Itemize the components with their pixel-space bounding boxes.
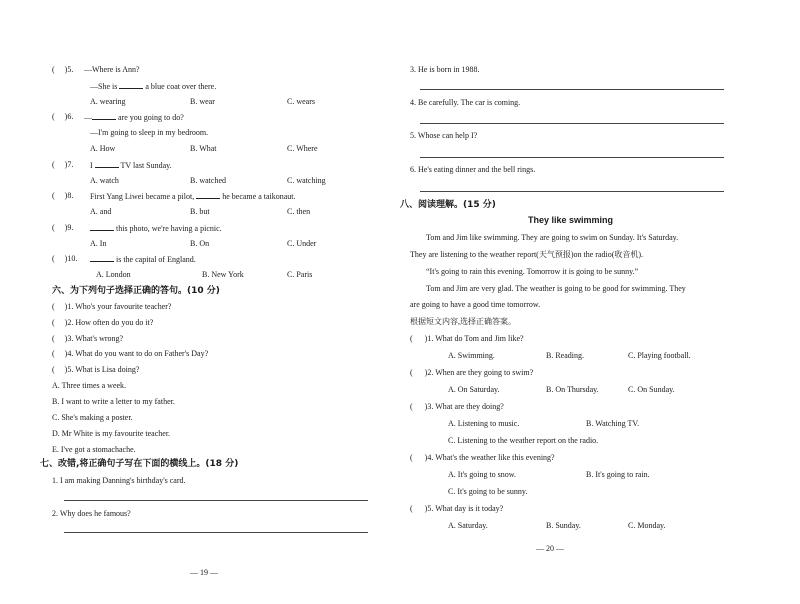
- answer-bracket-q8[interactable]: ( )8.: [52, 191, 74, 200]
- q6-line2: —I'm going to sleep in my bedroom.: [90, 128, 209, 137]
- q5-option-c: C. wears: [287, 97, 315, 106]
- s6-question-1[interactable]: ( )1. Who's your favourite teacher?: [52, 302, 172, 311]
- q10-option-c: C. Paris: [287, 270, 313, 279]
- passage-line-5: are going to have a good time tomorrow.: [410, 300, 541, 309]
- page-number-right: — 20 —: [536, 544, 564, 553]
- s8-q1-option-a: A. Swimming.: [448, 351, 495, 360]
- q9-option-a: A. In: [90, 239, 107, 248]
- q7-option-c: C. watching: [287, 176, 326, 185]
- s7-question-4: 4. Be carefully. The car is coming.: [410, 98, 521, 107]
- answer-bracket-q10[interactable]: ( )10.: [52, 254, 78, 263]
- q8-option-c: C. then: [287, 207, 311, 216]
- answer-bracket-q6[interactable]: ( )6.: [52, 112, 74, 121]
- q5-line1: —Where is Ann?: [84, 65, 140, 74]
- s7-question-6: 6. He's eating dinner and the bell rings.: [410, 165, 536, 174]
- answer-bracket-q7[interactable]: ( )7.: [52, 160, 74, 169]
- page-number-left: — 19 —: [190, 568, 218, 577]
- s8-q2-option-a: A. On Saturday.: [448, 385, 500, 394]
- q10-option-b: B. New York: [202, 270, 244, 279]
- section8-instruction: 根据短文内容,选择正确答案。: [410, 317, 516, 326]
- q6-option-a: A. How: [90, 144, 116, 153]
- s8-q5-option-c: C. Monday.: [628, 521, 666, 530]
- s8-q4-option-a: A. It's going to snow.: [448, 470, 517, 479]
- q7-stem: I TV last Sunday.: [90, 161, 172, 170]
- passage-line-3: “It's going to rain this evening. Tomorrow it is going to be sunny.”: [426, 267, 639, 276]
- passage-line-4: Tom and Jim are very glad. The weather is going to be good for swimming. They: [426, 284, 686, 293]
- s8-q3-option-c: C. Listening to the weather report on the radio.: [448, 436, 599, 445]
- q6-option-c: C. Where: [287, 144, 318, 153]
- s6-question-3[interactable]: ( )3. What's wrong?: [52, 334, 124, 343]
- s6-answer-e: E. I've got a stomachache.: [52, 445, 136, 454]
- s8-question-1[interactable]: ( )1. What do Tom and Jim like?: [410, 334, 524, 343]
- q7-option-b: B. watched: [190, 176, 226, 185]
- s6-question-5[interactable]: ( )5. What is Lisa doing?: [52, 365, 140, 374]
- answer-bracket-q9[interactable]: ( )9.: [52, 223, 74, 232]
- q8-option-a: A. and: [90, 207, 112, 216]
- section7-heading: 七、改错,将正确句子写在下面的横线上。(18 分): [40, 459, 239, 469]
- s8-question-4[interactable]: ( )4. What's the weather like this evening?: [410, 453, 555, 462]
- q10-option-a: A. London: [96, 270, 131, 279]
- s8-q5-option-b: B. Sunday.: [546, 521, 581, 530]
- q6-option-b: B. What: [190, 144, 217, 153]
- q10-stem: is the capital of England.: [90, 253, 196, 265]
- s8-q3-option-b: B. Watching TV.: [586, 419, 640, 428]
- passage-title: They like swimming: [528, 215, 614, 225]
- right-page: [400, 0, 800, 604]
- s7-question-3: 3. He is born in 1988.: [410, 65, 480, 74]
- q5-option-a: A. wearing: [90, 97, 126, 106]
- s7-question-1: 1. I am making Danning's birthday's card.: [52, 476, 186, 485]
- s7-answer-line-6[interactable]: [420, 191, 724, 192]
- passage-line-2: They are listening to the weather report(天气预报)on the radio(收音机).: [410, 250, 644, 259]
- s8-question-2[interactable]: ( )2. When are they going to swim?: [410, 368, 534, 377]
- s7-question-5: 5. Whose can help I?: [410, 131, 478, 140]
- q9-option-c: C. Under: [287, 239, 317, 248]
- s7-question-2: 2. Why does he famous?: [52, 509, 131, 518]
- q5-option-b: B. wear: [190, 97, 215, 106]
- passage-line-1: Tom and Jim like swimming. They are going to swim on Sunday. It's Saturday.: [426, 233, 679, 242]
- s6-answer-d: D. Mr White is my favourite teacher.: [52, 429, 171, 438]
- s7-answer-line-4[interactable]: [420, 123, 724, 124]
- q8-stem: First Yang Liwei became a pilot, he became a taikonaut.: [90, 192, 296, 201]
- s7-answer-line-5[interactable]: [420, 157, 724, 158]
- s8-question-5[interactable]: ( )5. What day is it today?: [410, 504, 504, 513]
- s8-q2-option-c: C. On Sunday.: [628, 385, 675, 394]
- q7-option-a: A. watch: [90, 176, 119, 185]
- q6-line1: — are you going to do?: [84, 113, 184, 122]
- section8-heading: 八、阅读理解。(15 分): [400, 200, 496, 210]
- s8-q4-option-b: B. It's going to rain.: [586, 470, 650, 479]
- s6-question-2[interactable]: ( )2. How often do you do it?: [52, 318, 154, 327]
- s8-q4-option-c: C. It's going to be sunny.: [448, 487, 528, 496]
- s6-answer-a: A. Three times a week.: [52, 381, 127, 390]
- s7-answer-line-3[interactable]: [420, 89, 724, 90]
- q8-option-b: B. but: [190, 207, 210, 216]
- q5-line2: —She is a blue coat over there.: [90, 82, 217, 91]
- q9-stem: this photo, we're having a picnic.: [90, 222, 222, 234]
- s8-q5-option-a: A. Saturday.: [448, 521, 488, 530]
- answer-bracket-q5[interactable]: ( )5.: [52, 65, 74, 74]
- s6-answer-c: C. She's making a poster.: [52, 413, 133, 422]
- s8-q1-option-b: B. Reading.: [546, 351, 584, 360]
- s8-q1-option-c: C. Playing football.: [628, 351, 691, 360]
- s8-q2-option-b: B. On Thursday.: [546, 385, 599, 394]
- s8-question-3[interactable]: ( )3. What are they doing?: [410, 402, 504, 411]
- s6-question-4[interactable]: ( )4. What do you want to do on Father's Day?: [52, 349, 209, 358]
- s8-q3-option-a: A. Listening to music.: [448, 419, 520, 428]
- section6-heading: 六、为下列句子选择正确的答句。(10 分): [52, 286, 220, 296]
- s6-answer-b: B. I want to write a letter to my father.: [52, 397, 175, 406]
- s7-answer-line-1[interactable]: [64, 500, 368, 501]
- s7-answer-line-2[interactable]: [64, 532, 368, 533]
- q9-option-b: B. On: [190, 239, 210, 248]
